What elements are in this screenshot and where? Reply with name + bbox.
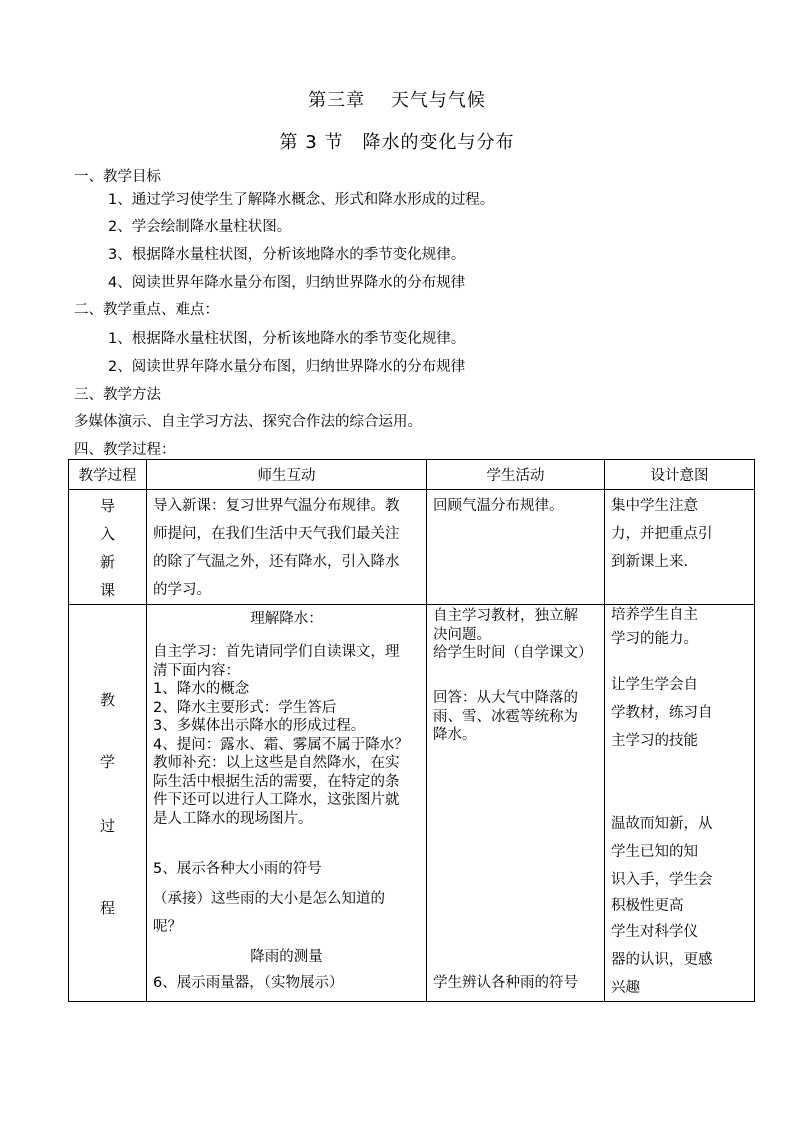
teacher-line: 1、降水的概念 xyxy=(153,681,250,697)
stage-char: 新 xyxy=(99,553,115,571)
student-line: 自主学习教材，独立解 xyxy=(433,608,578,624)
teacher-line: 件下还可以进行人工降水，这张图片就 xyxy=(153,792,400,808)
intent-line: 到新课上来. xyxy=(611,554,689,570)
teacher-subheading: 降雨的测量 xyxy=(250,949,323,965)
methods-heading: 三、教学方法 xyxy=(74,387,161,403)
teacher-line: （承接）这些雨的大小是怎么知道的 xyxy=(153,891,385,907)
student-line: 决问题。 xyxy=(433,626,491,643)
header-teacher: 师生互动 xyxy=(147,460,427,490)
stage-cell-main xyxy=(69,605,147,1002)
objectives-heading: 一、教学目标 xyxy=(74,169,161,185)
stage-char: 过 xyxy=(99,817,115,835)
intent-line: 力，并把重点引 xyxy=(611,526,713,542)
student-cell-main xyxy=(427,605,605,1002)
stage-char: 程 xyxy=(99,899,115,917)
intent-line: 培养学生自主 xyxy=(611,607,698,623)
stage-char: 入 xyxy=(99,525,115,543)
teacher-line: 呢？ xyxy=(153,919,182,935)
intent-line: 学习的能力。 xyxy=(611,631,698,647)
lesson-process-table xyxy=(68,459,755,1002)
stage-char: 课 xyxy=(99,581,115,599)
header-student: 学生活动 xyxy=(427,460,605,490)
intent-line: 主学习的技能 xyxy=(611,733,698,749)
intent-line: 学生已知的知 xyxy=(611,844,698,860)
teacher-line: 3、多媒体出示降水的形成过程。 xyxy=(153,718,366,734)
teacher-item-6: 6、展示雨量器，（实物展示） xyxy=(153,975,344,991)
student-line: 给学生时间（自学课文） xyxy=(433,645,593,661)
student-line: 回顾气温分布规律。 xyxy=(433,498,564,514)
teacher-cell-main xyxy=(147,605,427,1002)
chapter-title: 第三章 天气与气候 xyxy=(308,90,486,111)
stage-char: 导 xyxy=(99,497,115,515)
intent-cell-main xyxy=(605,605,755,1002)
process-heading: 四、教学过程： xyxy=(74,442,176,458)
header-intent: 设计意图 xyxy=(605,460,755,490)
intent-line: 兴趣 xyxy=(611,980,640,996)
intent-line: 温故而知新，从 xyxy=(611,816,713,832)
key-point-item: 1、根据降水量柱状图，分析该地降水的季节变化规律。 xyxy=(108,331,466,347)
intent-line: 集中学生注意 xyxy=(611,498,698,514)
header-stage: 教学过程 xyxy=(69,460,147,490)
objective-item: 3、根据降水量柱状图，分析该地降水的季节变化规律。 xyxy=(108,247,466,263)
intent-line: 器的认识，更感 xyxy=(611,952,713,968)
table-row-main xyxy=(69,605,755,1002)
teacher-item-5: 5、展示各种大小雨的符号 xyxy=(153,861,322,877)
student-line: 学生辨认各种雨的符号 xyxy=(433,975,578,991)
intent-line: 识入手，学生会 xyxy=(611,872,713,888)
teacher-line: 4、提问：露水、霜、雾属不属于降水？ xyxy=(153,736,409,753)
teacher-line: 际生活中根据生活的需要，在特定的条 xyxy=(153,773,400,790)
objective-item: 2、学会绘制降水量柱状图。 xyxy=(108,219,292,235)
student-line: 降水。 xyxy=(433,727,477,743)
intent-line: 积极性更高 xyxy=(611,898,684,914)
objective-item: 4、阅读世界年降水量分布图，归纳世界降水的分布规律 xyxy=(108,275,466,291)
stage-char: 学 xyxy=(99,753,115,771)
teacher-cell-intro xyxy=(147,490,427,605)
key-points-heading: 二、教学重点、难点： xyxy=(74,302,219,318)
teacher-line: 教师补充：以上这些是自然降水，在实 xyxy=(153,755,400,771)
teacher-line: 的除了气温之外，还有降水，引入降水 xyxy=(153,554,400,570)
teacher-line: 自主学习：首先请同学们自读课文，理 xyxy=(153,644,400,660)
teacher-line: 师提问，在我们生活中天气我们最关注 xyxy=(153,526,400,542)
table-row-intro xyxy=(69,490,755,605)
intent-line: 让学生学会自 xyxy=(611,677,698,693)
teacher-line: 导入新课：复习世界气温分布规律。教 xyxy=(153,498,400,514)
teacher-line: 2、降水主要形式：学生答后 xyxy=(153,699,337,716)
student-line: 回答：从大气中降落的 xyxy=(433,690,578,706)
stage-char: 教 xyxy=(99,691,115,709)
key-point-item: 2、阅读世界年降水量分布图，归纳世界降水的分布规律 xyxy=(108,359,466,375)
methods-text: 多媒体演示、自主学习方法、探究合作法的综合运用。 xyxy=(74,414,422,430)
objective-item: 1、通过学习使学生了解降水概念、形式和降水形成的过程。 xyxy=(108,192,495,208)
student-cell-intro xyxy=(427,490,605,605)
student-line: 雨、雪、冰雹等统称为 xyxy=(433,708,578,725)
stage-cell-intro xyxy=(69,490,147,605)
teacher-heading: 理解降水： xyxy=(250,611,323,627)
section-title: 第 3 节 降水的变化与分布 xyxy=(279,132,515,153)
intent-line: 学教材，练习自 xyxy=(611,705,713,721)
intent-line: 学生对科学仪 xyxy=(611,924,698,940)
intent-cell-intro xyxy=(605,490,755,605)
teacher-line: 是人工降水的现场图片。 xyxy=(153,810,313,827)
teacher-line: 清下面内容： xyxy=(153,662,240,679)
table-header-row xyxy=(69,460,755,490)
teacher-line: 的学习。 xyxy=(153,582,211,598)
